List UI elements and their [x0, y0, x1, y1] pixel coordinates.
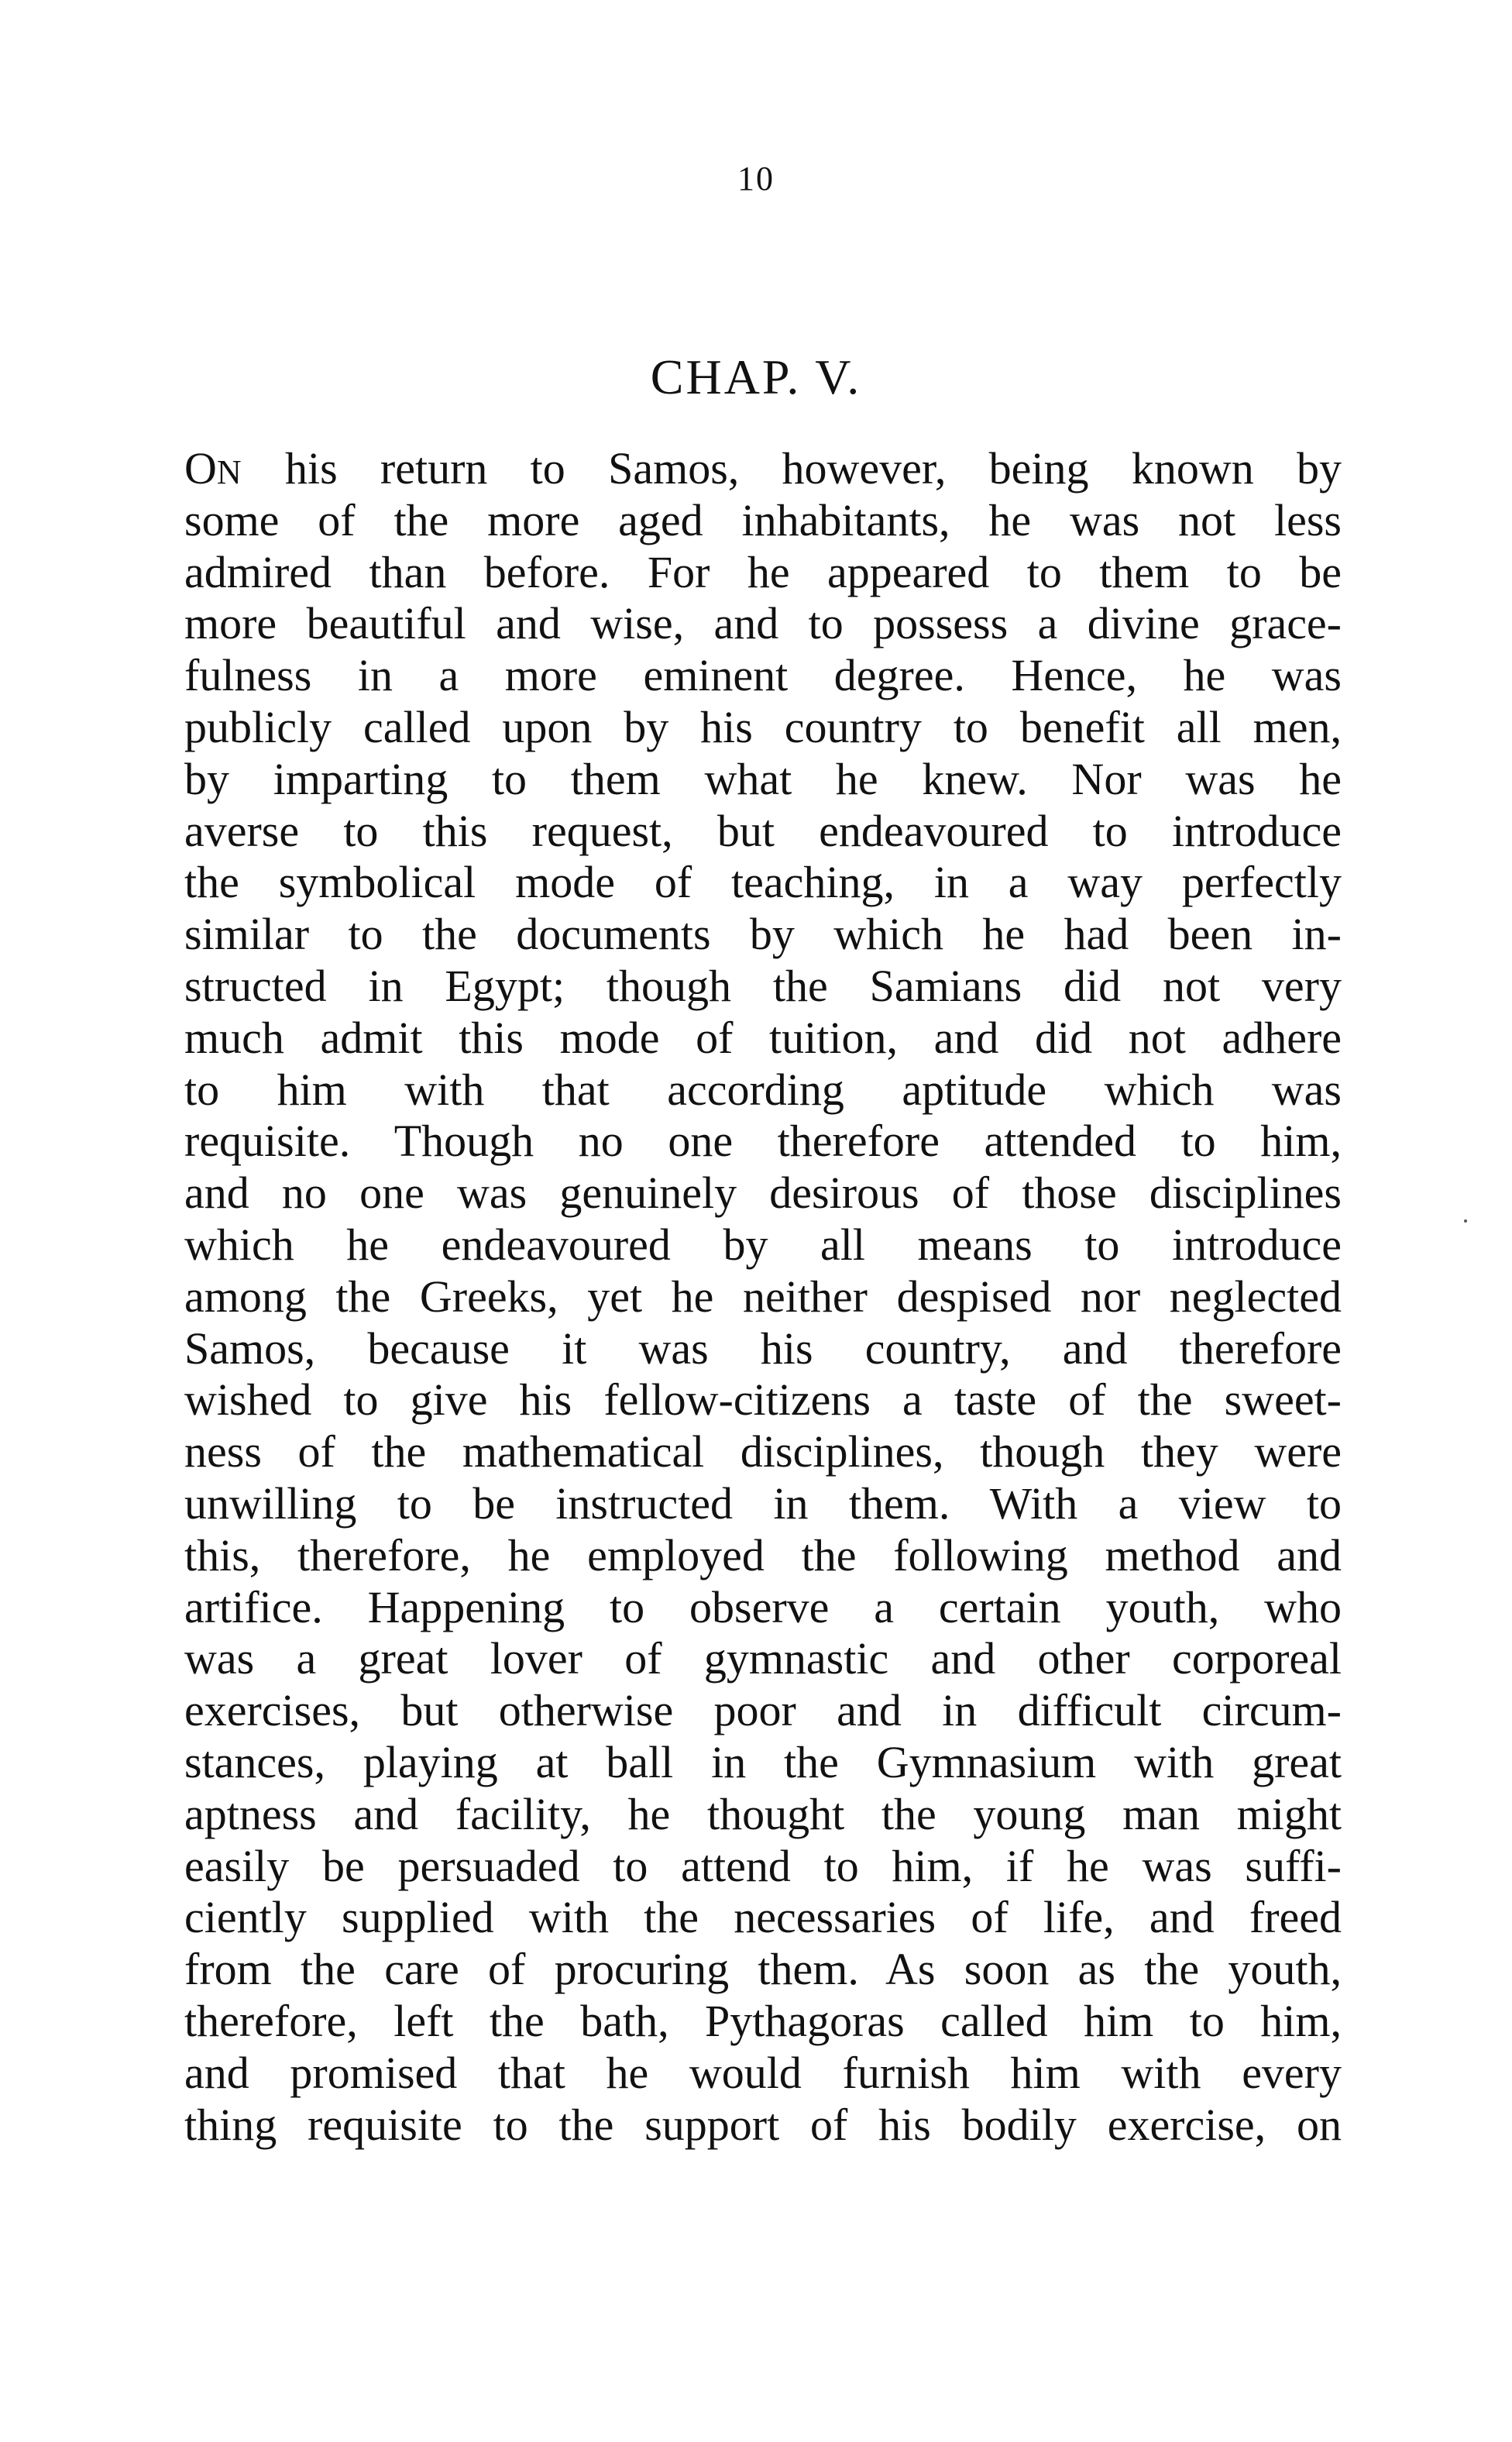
- text-line: from the care of procuring them. As soon as the youth,: [184, 1944, 1342, 1995]
- text-line-opening: [184, 443, 1342, 495]
- opening-small-caps: N: [216, 453, 242, 491]
- text-line: much admit this mode of tuition, and did not adhere: [184, 1012, 1342, 1063]
- opening-capital: O: [184, 443, 217, 494]
- text-line: averse to this request, but endeavoured to introduce: [184, 805, 1342, 856]
- text-line: Samos, because it was his country, and therefore: [184, 1322, 1342, 1374]
- text-line: this, therefore, he employed the following method and: [184, 1529, 1342, 1580]
- text-line: unwilling to be instructed in them. With a view to: [184, 1477, 1342, 1529]
- ink-speck: [1464, 1219, 1467, 1223]
- text-line: by imparting to them what he knew. Nor was he: [184, 753, 1342, 804]
- text-line: fulness in a more eminent degree. Hence, he was: [184, 650, 1342, 701]
- text-line: publicly called upon by his country to benefit all men,: [184, 701, 1342, 752]
- text-line: exercises, but otherwise poor and in difficult circum-: [184, 1685, 1342, 1736]
- page-number: 10: [737, 160, 775, 198]
- text-line: which he endeavoured by all means to introduce: [184, 1219, 1342, 1270]
- text-line: therefore, left the bath, Pythagoras called him to him,: [184, 1995, 1342, 2046]
- text-line: requisite. Though no one therefore attended to him,: [184, 1116, 1342, 1167]
- text-line: easily be persuaded to attend to him, if he was suffi-: [184, 1840, 1342, 1891]
- text-line: aptness and facility, he thought the young man might: [184, 1788, 1342, 1839]
- text-line: stances, playing at ball in the Gymnasium with great: [184, 1736, 1342, 1787]
- text-line: was a great lover of gymnastic and other corporeal: [184, 1633, 1342, 1684]
- text-line: ciently supplied with the necessaries of life, and freed: [184, 1892, 1342, 1943]
- text-line: and promised that he would furnish him with every: [184, 2047, 1342, 2098]
- text-line: similar to the documents by which he had been in-: [184, 909, 1342, 960]
- text-line: the symbolical mode of teaching, in a way perfectly: [184, 857, 1342, 908]
- text-line: some of the more aged inhabitants, he was not less: [184, 494, 1342, 545]
- text-line: thing requisite to the support of his bodily exercise, on: [184, 2099, 1342, 2150]
- text-line: ness of the mathematical disciplines, though they were: [184, 1426, 1342, 1477]
- text-line: to him with that according aptitude which was: [184, 1064, 1342, 1115]
- text-line: among the Greeks, yet he neither despised nor neglected: [184, 1271, 1342, 1322]
- opening-line-text: his return to Samos, however, being known by: [242, 443, 1342, 494]
- text-line: structed in Egypt; though the Samians did not very: [184, 960, 1342, 1011]
- text-line: artifice. Happening to observe a certain youth, who: [184, 1581, 1342, 1632]
- text-line: more beautiful and wise, and to possess a divine grace-: [184, 598, 1342, 649]
- chapter-heading: CHAP. V.: [650, 349, 862, 404]
- chapter-body-text: [184, 443, 1342, 2151]
- text-line: admired than before. For he appeared to them to be: [184, 546, 1342, 597]
- text-line: and no one was genuinely desirous of those disciplines: [184, 1168, 1342, 1219]
- text-line: wished to give his fellow-citizens a taste of the sweet-: [184, 1374, 1342, 1426]
